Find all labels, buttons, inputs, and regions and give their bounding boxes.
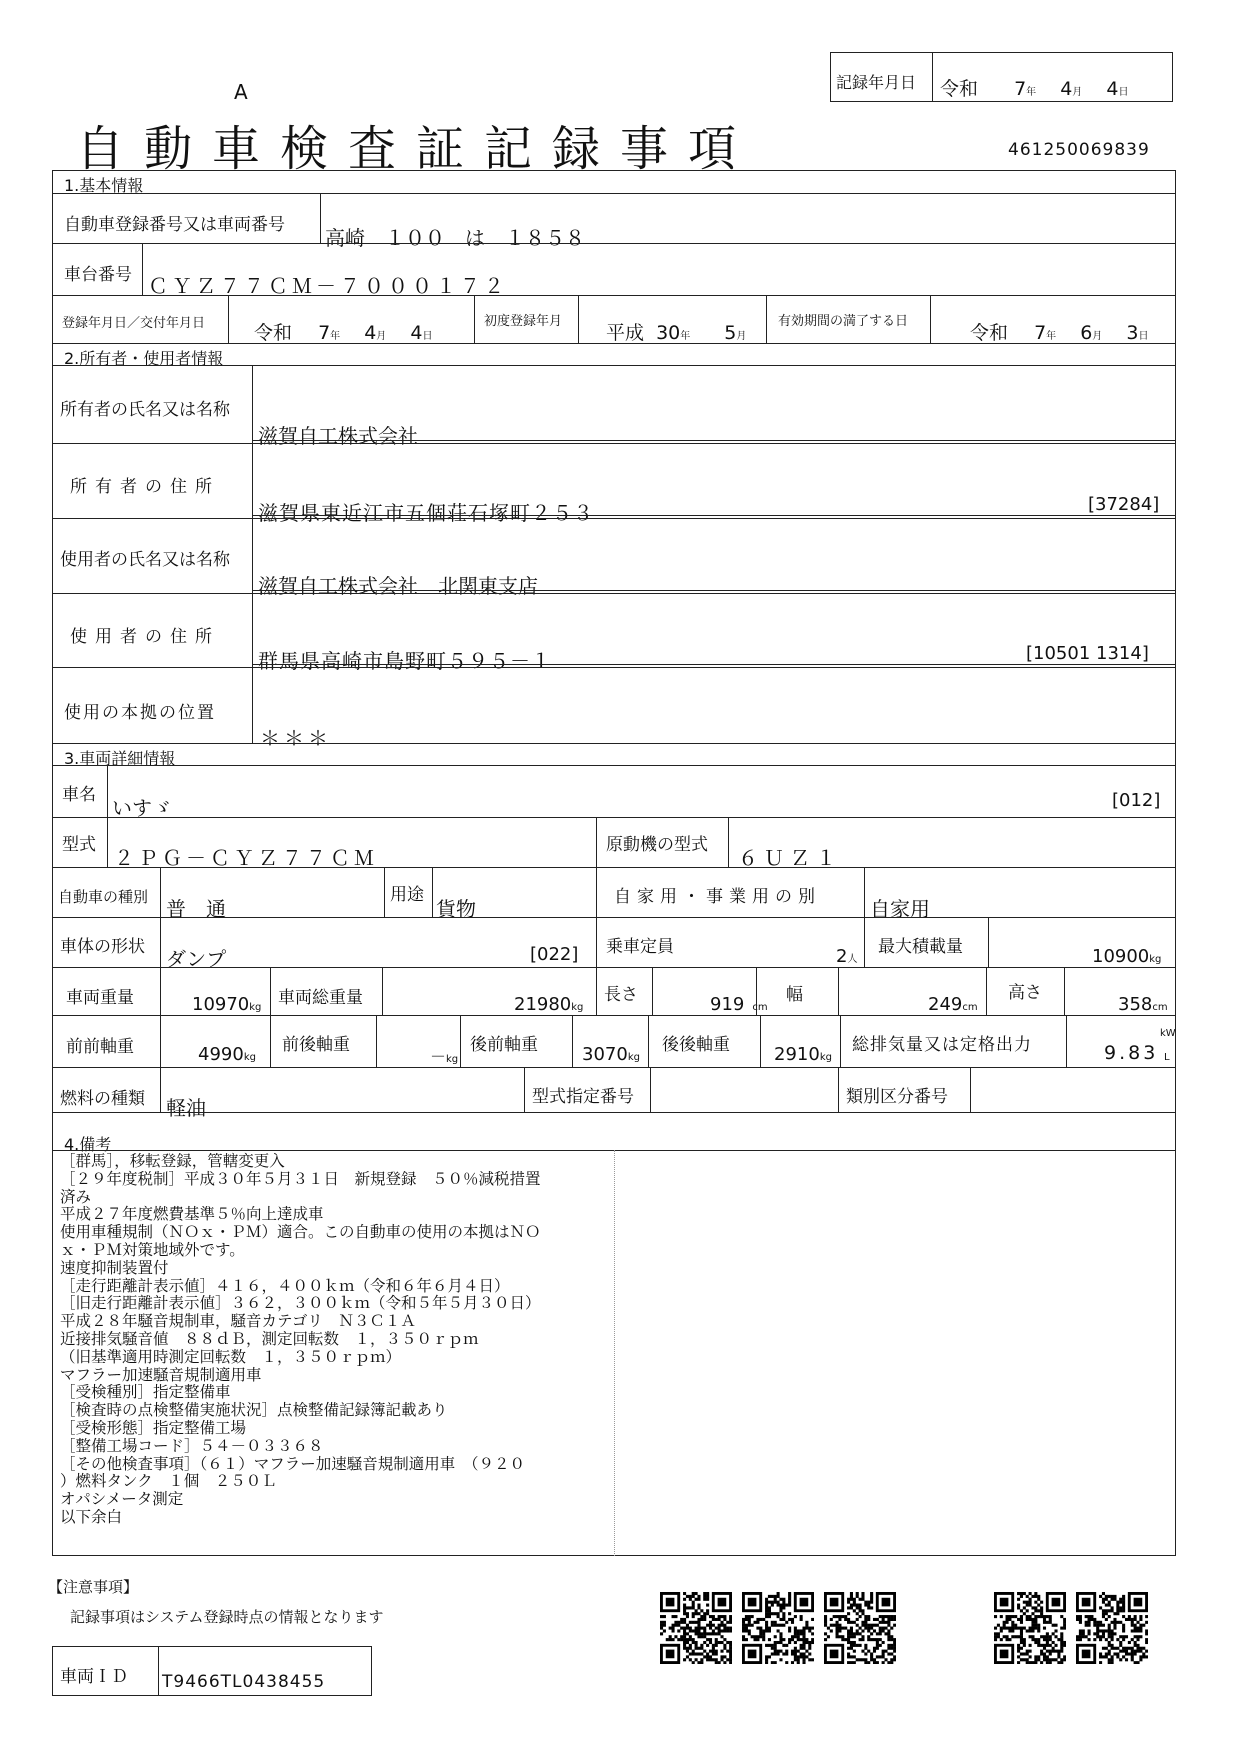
notes-text: 記録事項はシステム登録時点の情報となります [70,1608,384,1626]
type-cert-label: 型式指定番号 [532,1087,634,1107]
weight-label: 車両重量 [66,988,134,1008]
issue-date-label: 登録年月日／交付年月日 [62,316,206,331]
section-basic-heading: 1.基本情報 [64,176,144,195]
user-name: 滋賀自工株式会社 北関東支店 [258,574,538,598]
chassis-label: 車台番号 [64,265,132,285]
maker-label: 車名 [62,785,96,805]
user-address-label: 使用者の住所 [70,627,220,647]
remarks-line: 近接排気騒音値 ８８ｄＢ，測定回転数 １，３５０ｒｐｍ [60,1329,479,1348]
unit-l: L [1164,1052,1170,1063]
owner-code: [37284] [1088,494,1160,515]
base-location-label: 使用の本拠の位置 [64,703,216,723]
length-label: 長さ [604,985,638,1005]
ff-axle: 4990kg [198,1044,256,1065]
kind-label: 自動車の種別 [58,888,149,906]
section-vehicle-heading: 3.車両詳細情報 [64,749,176,768]
chassis-number: ＣＹＺ７７ＣＭ－７０００１７２ [148,274,508,298]
first-reg-date: 平成 30年 5月 [606,322,747,344]
weight: 10970kg [192,994,262,1015]
remarks-line: ［走行距離計表示値］４１６，４００ｋｍ（令和６年６月４日） [60,1276,510,1295]
remarks-line: マフラー加速騒音規制適用車 [60,1365,262,1384]
rr-axle-label: 後後軸重 [662,1035,730,1055]
qr-code-1 [660,1592,732,1664]
remarks-line: 使用車種規制（ＮＯｘ・ＰＭ）適合。この自動車の使用の本拠はＮＯ [60,1223,541,1242]
fuel: 軽油 [166,1096,206,1120]
maker-name: いすゞ [112,796,172,820]
owner-name: 滋賀自工株式会社 [258,424,418,448]
class-number-label: 類別区分番号 [846,1087,948,1107]
rr-axle: 2910kg [774,1044,832,1065]
record-date: 令和 7年 4月 4日 [940,78,1129,100]
expiry-date: 令和 7年 6月 3日 [970,322,1149,344]
owner-address-label: 所有者の住所 [70,477,220,497]
body-shape: ダンプ [166,947,227,971]
doc-number: 461250069839 [1008,140,1150,160]
body-code: [022] [530,944,579,965]
use: 貨物 [436,897,476,921]
remarks-line: ［受検形態］指定整備工場 [60,1418,247,1437]
remarks-line: 平成２８年騒音規制車，騒音カテゴリ Ｎ３Ｃ１Ａ [60,1312,416,1331]
remarks-line: 以下余白 [60,1507,123,1526]
vehicle-id-label: 車両ＩＤ [60,1667,128,1687]
maker-code: [012] [1112,790,1161,811]
remarks-line: ［整備工場コード］５４－０３３６８ [60,1436,324,1455]
displacement-label: 総排気量又は定格出力 [852,1035,1032,1055]
remarks-line: ［受検種別］指定整備車 [60,1383,231,1402]
remarks-line: ）燃料タンク １個 ２５０Ｌ [60,1472,277,1491]
owner-address: 滋賀県東近江市五個荘石塚町２５３ [258,501,594,525]
issue-date: 令和 7年 4月 4日 [254,322,433,344]
notes-heading: 【注意事項】 [48,1578,139,1596]
remarks-line: （旧基準適用時測定回転数 １，３５０ｒｐｍ） [60,1347,402,1366]
section-remarks-heading: 4.備考 [64,1135,112,1154]
height: 358cm [1118,994,1168,1015]
user-address: 群馬県高崎市島野町５９５－１ [258,649,552,673]
section-owner-heading: 2.所有者・使用者情報 [64,349,224,368]
model: ２ＰＧ－ＣＹＺ７７ＣＭ [114,846,378,870]
qr-code-5 [1076,1592,1148,1664]
remarks-line: ［検査時の点検整備実施状況］点検整備記録簿記載あり [60,1401,448,1420]
qr-code-2 [742,1592,814,1664]
body-label: 車体の形状 [60,937,145,957]
fr-axle: －kg [430,1047,459,1066]
use-label: 用途 [390,885,424,905]
remarks-line: 済み [60,1187,92,1206]
reg-number-label: 自動車登録番号又は車両番号 [64,215,285,235]
displacement: 9.83 [1104,1042,1159,1064]
maxload-label: 最大積載量 [878,937,963,957]
gross-weight: 21980kg [514,994,584,1015]
remarks-line: オパシメータ測定 [60,1490,184,1509]
user-name-label: 使用者の氏名又は名称 [60,550,230,570]
remarks-line: ［群馬］，移転登録，管轄変更入 [60,1152,285,1170]
capacity: 2人 [836,946,858,967]
width: 249cm [928,994,978,1015]
private-business: 自家用 [870,897,930,921]
vehicle-id: T9466TL0438455 [162,1672,326,1692]
user-code: [10501 1314] [1026,643,1149,664]
owner-name-label: 所有者の氏名又は名称 [60,400,230,420]
remarks-line: ［その他検査事項］（６１）マフラー加速騒音規制適用車 （９２０ [60,1454,526,1473]
engine-label: 原動機の型式 [606,835,708,855]
capacity-label: 乗車定員 [606,937,674,957]
record-date-label: 記録年月日 [836,73,917,92]
qr-code-3 [824,1592,896,1664]
remarks-line: ［２９年度税制］平成３０年５月３１日 新規登録 ５０％減税措置 [60,1169,541,1188]
ff-axle-label: 前前軸重 [66,1037,134,1057]
qr-code-4 [994,1592,1066,1664]
reg-number: 高崎 １００ は １８５８ [325,226,585,250]
private-business-label: 自家用・事業用の別 [614,887,821,907]
expiry-label: 有効期間の満了する日 [778,314,909,329]
length: 919 cm [710,994,768,1015]
remarks-text [60,1153,541,1527]
height-label: 高さ [1008,983,1042,1003]
remarks-line: ［旧走行距離計表示値］３６２，３００ｋｍ（令和５年５月３０日） [60,1294,541,1313]
base-location: ＊＊＊ [260,726,332,750]
rf-axle: 3070kg [582,1044,640,1065]
doc-mark: A [234,80,248,104]
width-label: 幅 [786,985,803,1005]
model-label: 型式 [62,835,96,855]
fr-axle-label: 前後軸重 [282,1035,350,1055]
remarks-line: 速度抑制装置付 [60,1258,169,1277]
remarks-line: 平成２７年度燃費基準５％向上達成車 [60,1205,324,1224]
unit-kw: kW [1160,1028,1176,1039]
remarks-line: ｘ・ＰＭ対策地域外です。 [60,1240,245,1259]
first-reg-label: 初度登録年月 [484,314,563,329]
rf-axle-label: 後前軸重 [470,1035,538,1055]
fuel-label: 燃料の種類 [60,1089,145,1109]
gross-weight-label: 車両総重量 [278,988,363,1008]
engine-model: ６ＵＺ１ [738,846,842,870]
page-title: 自動車検査証記録事項 [76,121,757,177]
maxload: 10900kg [1092,946,1162,967]
kind: 普 通 [166,897,226,921]
